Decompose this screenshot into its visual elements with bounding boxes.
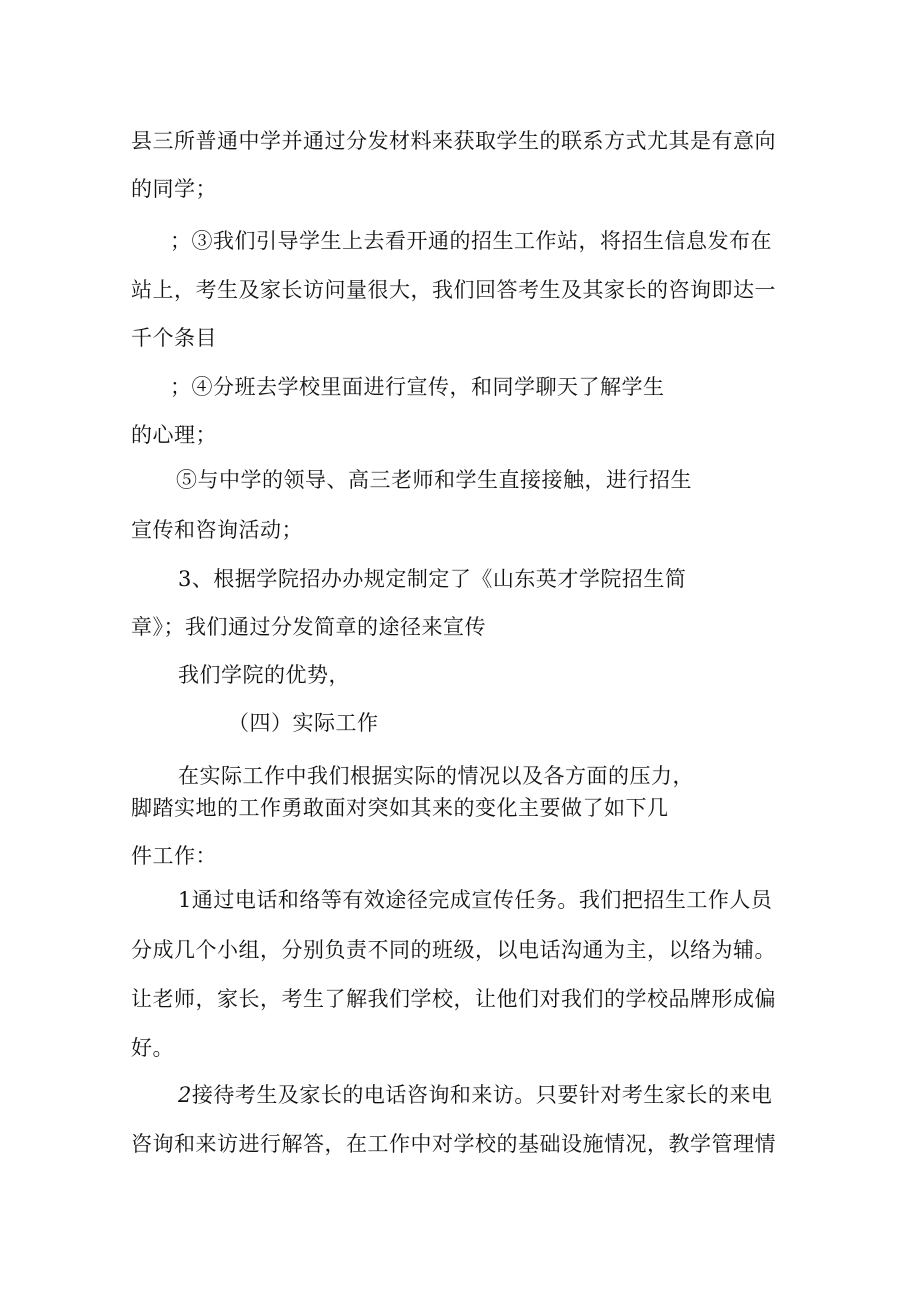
paragraph-line: ⑤与中学的领导、高三老师和学生直接接触，进行招生 [176, 468, 692, 492]
paragraph-line: 好。 [131, 1036, 174, 1060]
paragraph-line: 让老师，家长，考生了解我们学校，让他们对我们的学校品牌形成偏 [131, 987, 776, 1011]
paragraph-line: 我们学院的优势， [178, 663, 350, 687]
section-heading: （四）实际工作 [228, 711, 379, 735]
paragraph-line: 咨询和来访进行解答，在工作中对学校的基础设施情况，教学管理情 [131, 1132, 776, 1156]
item-number: 2 [178, 1083, 192, 1107]
paragraph-line: 1通过电话和络等有效途径完成宣传任务。我们把招生工作人员 [178, 888, 773, 912]
paragraph-line: 分成几个小组，分别负责不同的班级，以电话沟通为主，以络为辅。 [131, 938, 776, 962]
paragraph-line: 件工作： [131, 844, 217, 868]
paragraph-line: ；④分班去学校里面进行宣传，和同学聊天了解学生 [170, 375, 665, 399]
paragraph-line: 宣传和咨询活动； [131, 518, 303, 542]
paragraph-line: 脚踏实地的工作勇敢面对突如其来的变化主要做了如下几 [131, 796, 669, 820]
paragraph-text: 接待考生及家长的电话咨询和来访。只要针对考生家长的来电 [191, 1083, 773, 1107]
paragraph-line: ；③我们引导学生上去看开通的招生工作站，将招生信息发布在 [170, 229, 772, 253]
paragraph-line: 的心理； [131, 423, 217, 447]
paragraph-line: 的同学； [131, 177, 217, 201]
paragraph-line [178, 1082, 772, 1108]
paragraph-line: 站上，考生及家长访问量很大，我们回答考生及其家长的咨询即达一 [131, 278, 776, 302]
paragraph-line: 章》；我们通过分发简章的途径来宣传 [131, 615, 486, 639]
paragraph-line: 县三所普通中学并通过分发材料来获取学生的联系方式尤其是有意向 [131, 129, 776, 153]
paragraph-line: 千个条目 [131, 326, 217, 350]
paragraph-line: 3、根据学院招办办规定制定了《山东英才学院招生简 [178, 567, 687, 591]
paragraph-line: 在实际工作中我们根据实际的情况以及各方面的压力， [178, 764, 694, 788]
